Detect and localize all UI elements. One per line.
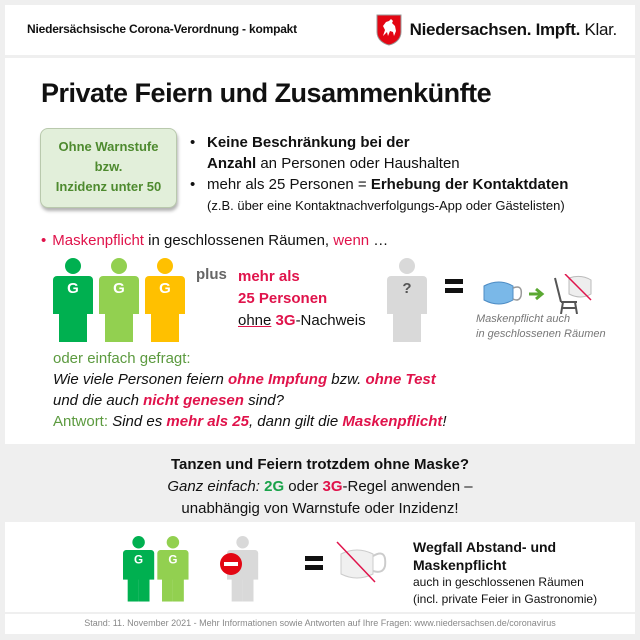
plus-label: plus xyxy=(196,266,227,283)
unknown-person-icon: ? xyxy=(387,258,427,342)
brand-text: Niedersachsen. Impft. Klar. xyxy=(409,20,617,39)
person-icon-recovered: G xyxy=(157,536,188,602)
header xyxy=(5,5,635,55)
rules-list xyxy=(188,132,568,216)
condition-box: Ohne Warnstufe bzw. Inzidenz unter 50 xyxy=(40,128,177,208)
band-line2: Ganz einfach: 2G oder 3G-Regel anwenden – xyxy=(167,478,473,495)
3g-persons xyxy=(53,258,185,342)
person-icon-vaccinated: G xyxy=(53,258,93,342)
2g-persons xyxy=(123,536,189,602)
footer xyxy=(5,614,635,634)
no-entry-icon xyxy=(219,552,243,576)
equals-icon xyxy=(445,279,463,297)
horse-crest-icon xyxy=(376,14,402,46)
bottom-panel xyxy=(5,522,635,612)
rule-item: • Keine Beschränkung bei der Anzahl an Personen oder Haushalten xyxy=(188,132,568,174)
mask-caption: Maskenpflicht auch in geschlossenen Räumen xyxy=(476,313,606,340)
band-headline: Tanzen und Feiern trotzdem ohne Maske? xyxy=(170,456,470,473)
mask-rule: • Maskenpflicht in geschlossenen Räumen, wenn … xyxy=(41,232,389,249)
no-mask-icon xyxy=(335,540,391,586)
person-icon-tested: G xyxy=(145,258,185,342)
main-panel xyxy=(5,58,635,444)
brand-logo xyxy=(376,14,617,46)
page-title: Private Feiern und Zusammenkünfte xyxy=(41,78,492,108)
footer-text: Stand: 11. November 2021 - Mehr Informationen sowie Antworten auf Ihre Fragen: www.niedersachsen.de/coronavirus xyxy=(84,618,556,628)
person-icon-vaccinated: G xyxy=(123,536,154,602)
band-line3: unabhängig von Warnstufe oder Inzidenz! xyxy=(181,500,459,517)
question-answer: oder einfach gefragt: Wie viele Personen feiern ohne Impfung bzw. ohne Test und die auch nicht genesen sind? Antwort: Sind es mehr als 25, dann gilt die Maskenpflicht! xyxy=(53,350,447,430)
person-icon-recovered: G xyxy=(99,258,139,342)
condition-text: mehr als 25 Personen ohne 3G-Nachweis xyxy=(238,268,366,329)
rule-note: (z.B. über eine Kontaktnachverfolgungs-App oder Gästelisten) xyxy=(207,198,565,213)
equals-icon xyxy=(305,556,323,574)
band-panel xyxy=(0,446,640,520)
rule-item: • mehr als 25 Personen = Erhebung der Kontaktdaten xyxy=(188,174,568,195)
result-text: Wegfall Abstand- und Maskenpflicht auch in geschlossenen Räumen (incl. private Feier in Gastronomie) xyxy=(413,539,598,606)
header-title: Niedersächsische Corona-Verordnung - kompakt xyxy=(27,22,297,36)
mask-to-chair-icon xyxy=(481,274,621,314)
